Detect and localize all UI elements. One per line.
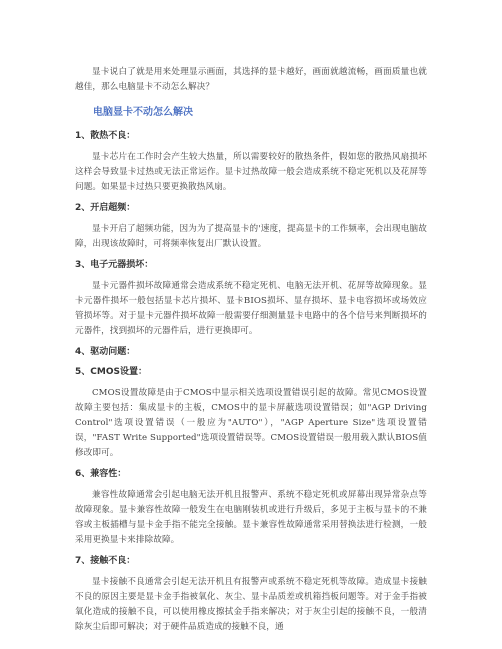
section-heading: 5、CMOS设置： [75, 367, 147, 377]
section-heading: 1、散热不良： [75, 131, 136, 141]
section-heading: 6、兼容性： [75, 469, 127, 479]
intro-paragraph: 显卡说白了就是用来处理显示画面，其选择的显卡越好，画面就越流畅，画面质量也就越佳，那么电脑显卡不动怎么解决？ [75, 67, 427, 92]
section-body: 显卡接触不良通常会引起无法开机且有报警声或系统不稳定死机等故障。造成显卡接触不良的原因主要是显卡金手指被氧化、灰尘、显卡品质差或机箱挡板问题等。对于金手指被氧化造成的接触不良，可以使用橡皮擦拭金手指来解决；对于灰尘引起的接触不良，一般清除灰尘后即可解决；对于硬件品质造成的接触不良，通 [75, 577, 427, 632]
document-page [75, 65, 427, 635]
section-body: 显卡元器件损坏故障通常会造成系统不稳定死机、电脑无法开机、花屏等故障现象。显卡元器件损坏一般包括显卡芯片损坏、显卡BIOS损坏、显存损坏、显卡电容损坏或场效应管损坏等。对于显卡元器件损坏故障一般需要仔细测量显卡电路中的各个信号来判断损坏的元器件，找到损坏的元器件后，进行更换即可。 [75, 281, 427, 336]
section-heading: 3、电子元器损坏： [75, 260, 154, 270]
section-heading: 2、开启超频： [75, 203, 136, 213]
section-body: 显卡开启了超频功能，因为为了提高显卡的'速度，提高显卡的工作频率，会出现电脑故障，出现该故障时，可将频率恢复出厂默认设置。 [75, 224, 427, 249]
section-body: 显卡芯片在工作时会产生较大热量，所以需要较好的散热条件，假如您的散热风扇损坏这样会导致显卡过热或无法正常运作。显卡过热故障一般会造成系统不稳定死机以及花屏等问题。如果显卡过热只要更换散热风扇。 [75, 152, 427, 192]
section-body: 兼容性故障通常会引起电脑无法开机且报警声、系统不稳定死机或屏幕出现异常杂点等故障现象。显卡兼容性故障一般发生在电脑刚装机或进行升级后，多见于主板与显卡的不兼容或主板插槽与显卡金手指不能完全接触。显卡兼容性故障通常采用替换法进行检测，一般采用更换显卡来排除故障。 [75, 490, 427, 545]
section-body: CMOS设置故障是由于CMOS中显示相关选项设置错误引起的故障。常见CMOS设置故障主要包括：集成显卡的主板，CMOS中的显卡屏蔽选项设置错误；如"AGP Driving Control"选项设置错误（一般应为"AUTO"），"AGP Aperture Size"选项设置错误，"FAST Write Supported"选项设置错误等。CMOS设置错误一般用载入默认BIOS值修改即可。 [75, 388, 427, 458]
section-heading: 7、接触不良： [75, 556, 136, 566]
page-title: 电脑显卡不动怎么解决 [93, 107, 193, 118]
section-heading: 4、驱动问题： [75, 347, 136, 357]
